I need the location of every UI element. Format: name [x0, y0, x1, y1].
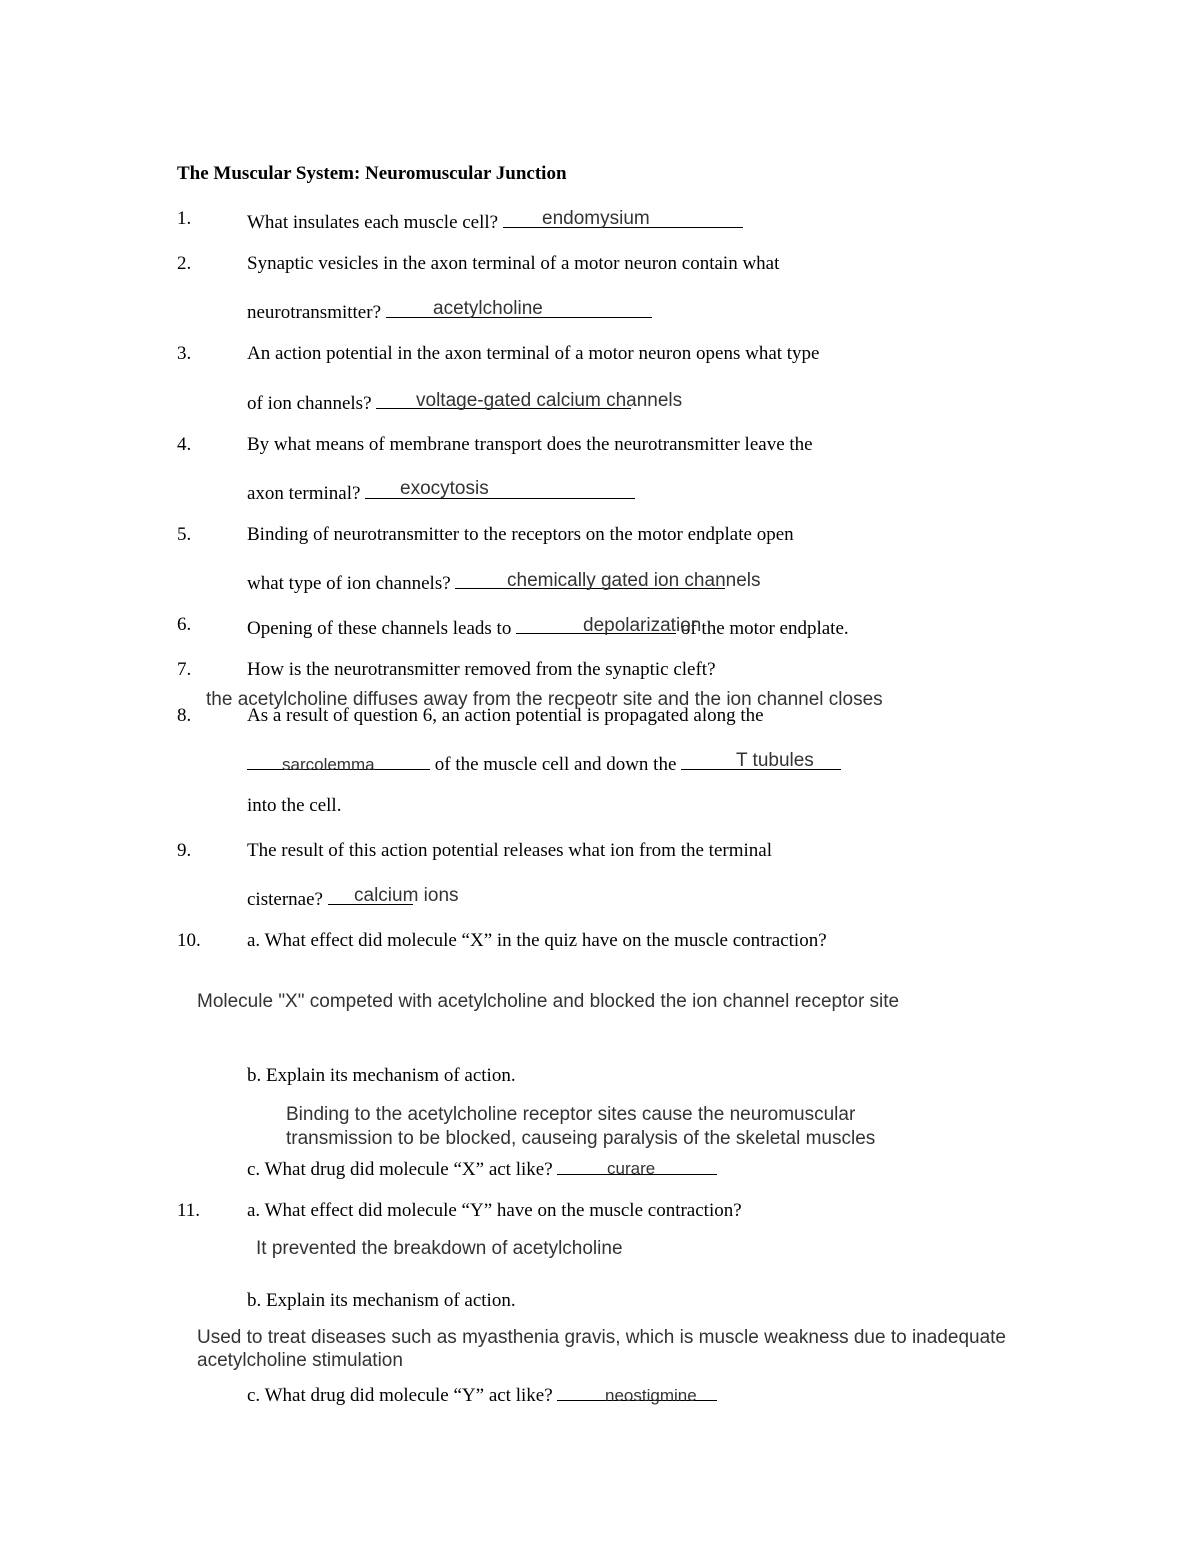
- question-5-line2: what type of ion channels?: [247, 569, 725, 595]
- question-11a-text: a. What effect did molecule “Y” have on the muscle contraction?: [247, 1200, 742, 1221]
- question-number-11: 11.: [177, 1200, 201, 1221]
- question-6-text: Opening of these channels leads to of the motor endplate.: [247, 614, 849, 640]
- answer-10c[interactable]: curare: [607, 1159, 656, 1178]
- question-7-text: How is the neurotransmitter removed from the synaptic cleft?: [247, 659, 716, 680]
- question-9-line1: The result of this action potential releases what ion from the terminal: [247, 840, 772, 861]
- question-2-line1: Synaptic vesicles in the axon terminal of a motor neuron contain what: [247, 253, 780, 274]
- question-8-line3: into the cell.: [247, 795, 342, 816]
- answer-2[interactable]: acetylcholine: [433, 298, 543, 319]
- question-4-line1: By what means of membrane transport does the neurotransmitter leave the: [247, 434, 813, 455]
- answer-9[interactable]: calcium ions: [354, 885, 459, 906]
- question-number-4: 4.: [177, 434, 192, 455]
- question-10b-text: b. Explain its mechanism of action.: [247, 1065, 516, 1086]
- answer-8b[interactable]: T tubules: [736, 750, 814, 771]
- answer-11c[interactable]: neostigmine: [605, 1386, 697, 1405]
- question-10a-text: a. What effect did molecule “X” in the quiz have on the muscle contraction?: [247, 930, 827, 951]
- question-number-3: 3.: [177, 343, 192, 364]
- answer-10b-line1[interactable]: Binding to the acetylcholine receptor sites cause the neuromuscular: [286, 1104, 856, 1125]
- question-4-line2: axon terminal?: [247, 479, 635, 505]
- answer-7[interactable]: the acetylcholine diffuses away from the recpeotr site and the ion channel closes: [206, 689, 883, 710]
- question-number-9: 9.: [177, 840, 192, 861]
- answer-11a[interactable]: It prevented the breakdown of acetylcholine: [256, 1238, 623, 1259]
- answer-8a[interactable]: sarcolemma: [282, 755, 375, 774]
- question-11b-text: b. Explain its mechanism of action.: [247, 1290, 516, 1311]
- answer-11b-line2[interactable]: acetylcholine stimulation: [197, 1350, 403, 1371]
- question-number-1: 1.: [177, 208, 192, 229]
- question-number-6: 6.: [177, 614, 192, 635]
- answer-1[interactable]: endomysium: [542, 208, 650, 229]
- question-3-line1: An action potential in the axon terminal of a motor neuron opens what type: [247, 343, 820, 364]
- question-3-line2: of ion channels?: [247, 389, 631, 415]
- question-2-line2: neurotransmitter?: [247, 298, 652, 324]
- answer-5[interactable]: chemically gated ion channels: [507, 570, 761, 591]
- question-number-5: 5.: [177, 524, 192, 545]
- question-11c-text: c. What drug did molecule “Y” act like?: [247, 1381, 717, 1407]
- question-1-text: What insulates each muscle cell?: [247, 208, 743, 234]
- page-title: The Muscular System: Neuromuscular Junction: [177, 163, 567, 184]
- answer-10a[interactable]: Molecule "X" competed with acetylcholine and blocked the ion channel receptor site: [197, 991, 900, 1012]
- question-number-10: 10.: [177, 930, 201, 951]
- answer-11b-line1[interactable]: Used to treat diseases such as myasthenia gravis, which is muscle weakness due to inadequate: [197, 1327, 1006, 1348]
- question-8-line2: of the muscle cell and down the: [247, 750, 841, 776]
- answer-3[interactable]: voltage-gated calcium channels: [416, 390, 683, 411]
- question-number-2: 2.: [177, 253, 192, 274]
- question-9-line2: cisternae?: [247, 885, 413, 911]
- question-8-line1: As a result of question 6, an action potential is propagated along the: [247, 705, 764, 726]
- question-number-8: 8.: [177, 705, 192, 726]
- question-10c-text: c. What drug did molecule “X” act like?: [247, 1155, 717, 1181]
- question-5-line1: Binding of neurotransmitter to the receptors on the motor endplate open: [247, 524, 794, 545]
- question-number-7: 7.: [177, 659, 192, 680]
- answer-6[interactable]: depolarization: [583, 615, 702, 636]
- answer-4[interactable]: exocytosis: [400, 478, 489, 499]
- answer-10b-line2[interactable]: transmission to be blocked, causeing paralysis of the skeletal muscles: [286, 1128, 876, 1149]
